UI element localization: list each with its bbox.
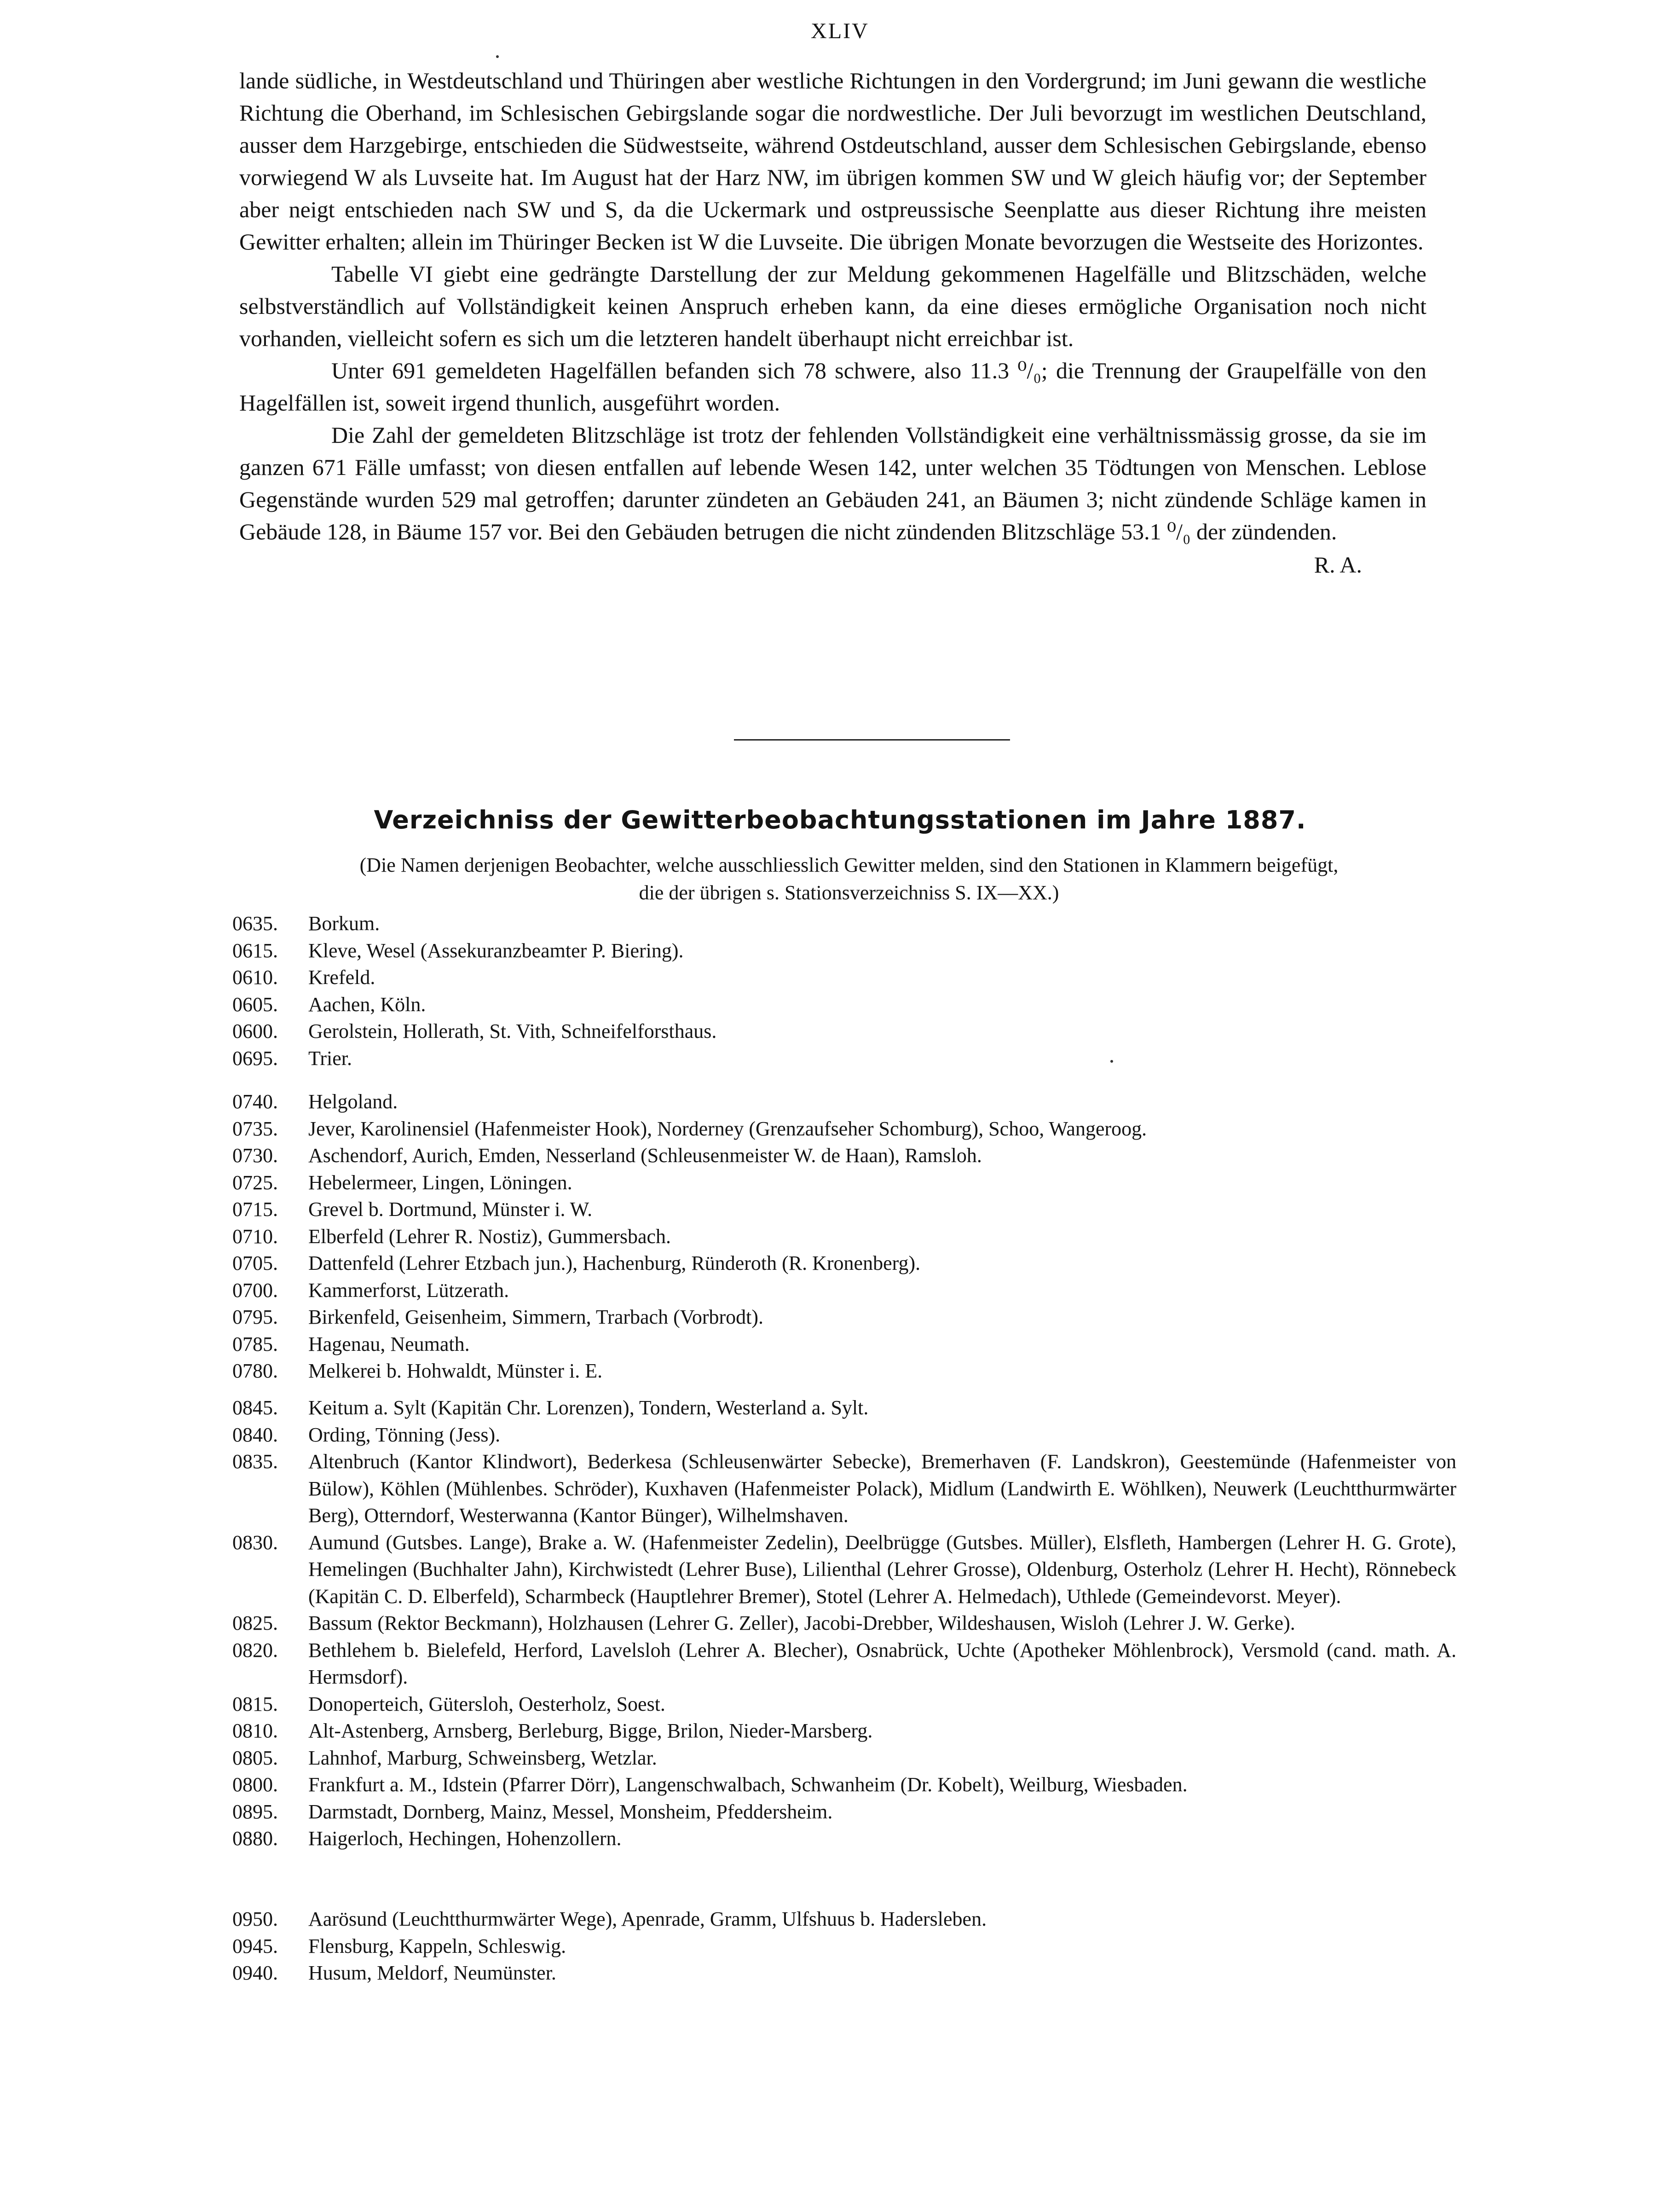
station-entry (232, 1422, 1456, 1449)
station-code: 0705. (232, 1252, 278, 1274)
station-code: 0730. (232, 1144, 278, 1167)
station-names: Hagenau, Neumath. (308, 1332, 470, 1355)
section-note-line: die der übrigen s. Stationsverzeichniss S. IX—XX.) (639, 881, 1059, 904)
station-names: Jever, Karolinensiel (Hafenmeister Hook), Norderney (Grenzaufseher Schomburg), Schoo, Wangeroog. (308, 1117, 1147, 1140)
station-code: 0835. (232, 1450, 278, 1473)
station-entry (232, 1691, 1456, 1718)
station-code: 0735. (232, 1117, 278, 1140)
station-code: 0895. (232, 1800, 278, 1823)
station-names: Frankfurt a. M., Idstein (Pfarrer Dörr), Langenschwalbach, Schwanheim (Dr. Kobelt), Weilburg, Wiesbaden. (308, 1773, 1188, 1796)
station-entry (232, 1045, 1456, 1072)
station-code: 0845. (232, 1396, 278, 1419)
print-speck (1110, 1060, 1113, 1063)
station-code: 0800. (232, 1773, 278, 1796)
station-code: 0695. (232, 1047, 278, 1070)
station-entry (232, 910, 1456, 938)
station-entry (232, 964, 1456, 991)
station-code: 0615. (232, 939, 278, 962)
station-entry (232, 1358, 1456, 1385)
station-names: Husum, Meldorf, Neumünster. (308, 1962, 556, 1984)
section-divider (734, 739, 1010, 741)
paragraph: Tabelle VI giebt eine gedrängte Darstellung der zur Meldung gekommenen Hagelfälle und Blitzschäden, welche selbstverständlich auf Vollständigkeit keinen Anspruch erheben kann, da eine dieses ermögliche Organisation noch nicht vorhanden, vielleicht sofern es sich um die letzteren handelt überhaupt nicht erreichbar ist. (239, 261, 1426, 351)
station-code: 0825. (232, 1612, 278, 1634)
station-code: 0785. (232, 1332, 278, 1355)
station-entry (232, 1745, 1456, 1772)
station-names: Kammerforst, Lützerath. (308, 1279, 509, 1302)
station-names: Aschendorf, Aurich, Emden, Nesserland (Schleusenmeister W. de Haan), Ramsloh. (308, 1144, 982, 1167)
station-entry (232, 1331, 1456, 1358)
station-names: Haigerloch, Hechingen, Hohenzollern. (308, 1827, 622, 1850)
station-entry (232, 1142, 1456, 1169)
paragraph: lande südliche, in Westdeutschland und Thüringen aber westliche Richtungen in den Vordergrund; im Juni gewann die westliche Richtung die Oberhand, im Schlesischen Gebirgslande sogar die nordwestliche. Der Juli bevorzugt im westlichen Deutschland, ausser dem Harzgebirge, entschieden die Südwestseite, während Ostdeutschland, ausser dem Schlesischen Gebirgslande, ebenso vorwiegend W als Luvseite hat. Im August hat der Harz NW, im übrigen kommen SW und W gleich häufig vor; der September aber neigt entschieden nach SW und S, da die Uckermark und ostpreussische Seenplatte aus dieser Richtung ihre meisten Gewitter erhalten; allein im Thüringer Becken ist W die Luvseite. Die übrigen Monate bevorzugen die Westseite des Horizontes. (239, 68, 1426, 255)
station-names: Dattenfeld (Lehrer Etzbach jun.), Hachenburg, Ründeroth (R. Kronenberg). (308, 1252, 921, 1274)
section-note (258, 851, 1440, 907)
station-code: 0710. (232, 1225, 278, 1248)
station-code: 0820. (232, 1638, 278, 1661)
print-speck (496, 55, 499, 58)
station-names: Borkum. (308, 912, 380, 935)
station-code: 0780. (232, 1360, 278, 1382)
station-entry (232, 1529, 1456, 1610)
station-names: Donoperteich, Gütersloh, Oesterholz, Soest. (308, 1692, 665, 1715)
station-entry (232, 1771, 1456, 1799)
station-entry (232, 1277, 1456, 1304)
station-code: 0815. (232, 1692, 278, 1715)
station-entry (232, 938, 1456, 965)
station-group (232, 1906, 1456, 1987)
station-names: Keitum a. Sylt (Kapitän Chr. Lorenzen), Tondern, Westerland a. Sylt. (308, 1396, 869, 1419)
station-names: Krefeld. (308, 966, 375, 989)
station-code: 0715. (232, 1198, 278, 1221)
station-code: 0795. (232, 1306, 278, 1328)
author-signature: R. A. (1314, 552, 1362, 578)
station-entry (232, 1906, 1456, 1933)
station-names: Bethlehem b. Bielefeld, Herford, Lavelsloh (Lehrer A. Blecher), Osnabrück, Uchte (Apotheker Möhlenbrock), Versmold (cand. math. A. Hermsdorf). (308, 1638, 1456, 1688)
station-code: 0880. (232, 1827, 278, 1850)
station-names: Gerolstein, Hollerath, St. Vith, Schneifelforsthaus. (308, 1020, 717, 1042)
station-code: 0725. (232, 1171, 278, 1194)
station-names: Lahnhof, Marburg, Schweinsberg, Wetzlar. (308, 1746, 657, 1769)
station-code: 0810. (232, 1719, 278, 1742)
paragraph: Die Zahl der gemeldeten Blitzschläge ist trotz der fehlenden Vollständigkeit eine verhältnissmässig grosse, da sie im ganzen 671 Fälle umfasst; von diesen entfallen auf lebende Wesen 142, unter welchen 35 Tödtungen von Menschen. Leblose Gegenstände wurden 529 mal getroffen; darunter zündeten an Gebäuden 241, an Bäumen 3; nicht zündende Schläge kamen in Gebäude 128, in Bäume 157 vor. Bei den Gebäuden betrugen die nicht zündenden Blitzschläge 53.1 ⁰/₀ der zündenden. (239, 422, 1426, 544)
station-code: 0610. (232, 966, 278, 989)
station-code: 0635. (232, 912, 278, 935)
station-names: Altenbruch (Kantor Klindwort), Bederkesa (Schleusenwärter Sebecke), Bremerhaven (F. Landskron), Geestemünde (Hafenmeister von Bülow), Köhlen (Mühlenbes. Schröder), Kuxhaven (Hafenmeister Polack), Midlum (Landwirth E. Wöhlken), Neuwerk (Leuchtthurmwärter Berg), Otterndorf, Westerwanna (Kantor Bünger), Wilhelmshaven. (308, 1450, 1456, 1527)
station-entry (232, 991, 1456, 1019)
station-names: Helgoland. (308, 1090, 398, 1113)
station-names: Alt-Astenberg, Arnsberg, Berleburg, Bigge, Brilon, Nieder-Marsberg. (308, 1719, 873, 1742)
station-names: Melkerei b. Hohwaldt, Münster i. E. (308, 1360, 603, 1382)
station-code: 0840. (232, 1423, 278, 1446)
section-note-line: (Die Namen derjenigen Beobachter, welche ausschliesslich Gewitter melden, sind den Stationen in Klammern beigefügt, (359, 854, 1339, 876)
station-code: 0740. (232, 1090, 278, 1113)
station-group (232, 910, 1456, 1072)
station-names: Hebelermeer, Lingen, Löningen. (308, 1171, 572, 1194)
station-names: Bassum (Rektor Beckmann), Holzhausen (Lehrer G. Zeller), Jacobi-Drebber, Wildeshausen, Wisloh (Lehrer J. W. Gerke). (308, 1612, 1295, 1634)
station-code: 0700. (232, 1279, 278, 1302)
paragraph: Unter 691 gemeldeten Hagelfällen befanden sich 78 schwere, also 11.3 ⁰/₀; die Trennung der Graupelfälle von den Hagelfällen ist, soweit irgend thunlich, ausgeführt worden. (239, 358, 1426, 416)
page-number: XLIV (811, 19, 869, 43)
station-code: 0600. (232, 1020, 278, 1042)
station-group (232, 1088, 1456, 1385)
station-code: 0950. (232, 1908, 278, 1930)
station-entry (232, 1088, 1456, 1116)
station-entry (232, 1960, 1456, 1987)
section-title: Verzeichniss der Gewitterbeobachtungsstationen im Jahre 1887. (374, 805, 1306, 834)
station-code: 0605. (232, 993, 278, 1016)
station-entry (232, 1169, 1456, 1197)
station-names: Kleve, Wesel (Assekuranzbeamter P. Biering). (308, 939, 684, 962)
station-entry (232, 1250, 1456, 1277)
station-names: Aarösund (Leuchtthurmwärter Wege), Apenrade, Gramm, Ulfshuus b. Hadersleben. (308, 1908, 987, 1930)
station-entry (232, 1304, 1456, 1331)
station-group (232, 1395, 1456, 1852)
station-names: Elberfeld (Lehrer R. Nostiz), Gummersbach. (308, 1225, 671, 1248)
station-names: Aachen, Köln. (308, 993, 426, 1016)
station-names: Ording, Tönning (Jess). (308, 1423, 501, 1446)
station-names: Trier. (308, 1047, 352, 1070)
station-code: 0940. (232, 1962, 278, 1984)
station-entry (232, 1196, 1456, 1223)
station-entry (232, 1610, 1456, 1637)
station-names: Darmstadt, Dornberg, Mainz, Messel, Monsheim, Pfeddersheim. (308, 1800, 833, 1823)
station-names: Birkenfeld, Geisenheim, Simmern, Trarbach (Vorbrodt). (308, 1306, 764, 1328)
station-entry (232, 1395, 1456, 1422)
station-entry (232, 1799, 1456, 1826)
station-entry (232, 1448, 1456, 1529)
station-entry (232, 1637, 1456, 1691)
station-entry (232, 1018, 1456, 1045)
station-names: Aumund (Gutsbes. Lange), Brake a. W. (Hafenmeister Zedelin), Deelbrügge (Gutsbes. Müller), Elsfleth, Hambergen (Lehrer H. G. Grote), Hemelingen (Buchhalter Jahn), Kirchwistedt (Lehrer Buse), Lilienthal (Lehrer Grosse), Oldenburg, Osterholz (Lehrer H. Hecht), Rönnebeck (Kapitän C. D. Elberfeld), Scharmbeck (Hauptlehrer Bremer), Stotel (Lehrer A. Helmedach), Uthlede (Gemeindevorst. Meyer). (308, 1531, 1456, 1608)
station-names: Grevel b. Dortmund, Münster i. W. (308, 1198, 593, 1221)
station-entry (232, 1116, 1456, 1143)
station-code: 0805. (232, 1746, 278, 1769)
station-entry (232, 1718, 1456, 1745)
station-entry (232, 1223, 1456, 1250)
station-code: 0945. (232, 1934, 278, 1957)
station-entry (232, 1825, 1456, 1852)
station-entry (232, 1933, 1456, 1960)
station-code: 0830. (232, 1531, 278, 1554)
prose-body (239, 64, 1426, 581)
station-names: Flensburg, Kappeln, Schleswig. (308, 1934, 566, 1957)
